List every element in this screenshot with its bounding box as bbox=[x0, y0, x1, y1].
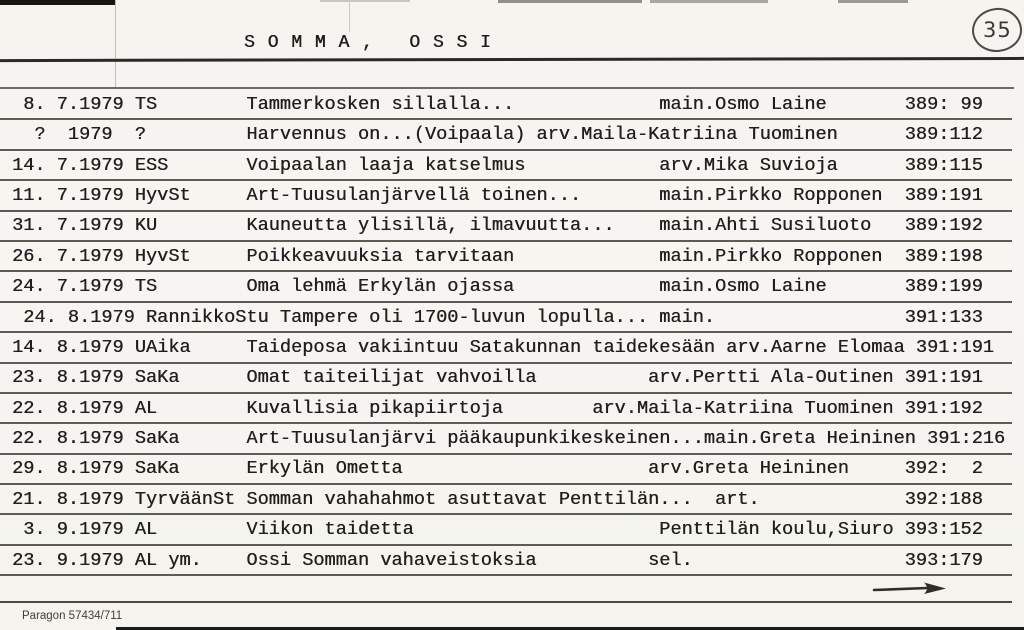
page-title: S O M M A , O S S I bbox=[244, 33, 492, 53]
entry-line: 14. 7.1979 ESS Voipaalan laaja katselmus arv.Mika Suvioja 389:115 bbox=[12, 154, 983, 176]
entry-line: ? 1979 ? Harvennus on...(Voipaala) arv.Maila-Katriina Tuominen 389:112 bbox=[12, 124, 983, 146]
entry-line: 14. 8.1979 UAika Taideposa vakiintuu Satakunnan taidekesään arv.Aarne Elomaa 391:191 bbox=[12, 336, 994, 358]
continuation-row bbox=[0, 576, 1012, 603]
entries-table bbox=[0, 90, 1012, 603]
card-crease-line bbox=[115, 0, 116, 88]
entry-row bbox=[0, 303, 1012, 333]
page-number: 35 bbox=[982, 18, 1012, 43]
entry-row bbox=[0, 181, 1012, 211]
entry-row bbox=[0, 455, 1012, 485]
scan-edge-artifact bbox=[0, 0, 116, 5]
entry-line: 22. 8.1979 SaKa Art-Tuusulanjärvi pääkaupunkikeskeinen...main.Greta Heininen 391:216 bbox=[12, 428, 1006, 450]
scan-edge-artifact bbox=[498, 0, 642, 3]
entry-line: 29. 8.1979 SaKa Erkylän Ometta arv.Greta Heininen 392: 2 bbox=[12, 458, 983, 480]
entry-row bbox=[0, 485, 1012, 515]
entry-line: 11. 7.1979 HyvSt Art-Tuusulanjärvellä toinen... main.Pirkko Ropponen 389:191 bbox=[12, 184, 983, 206]
entry-line: 26. 7.1979 HyvSt Poikkeavuuksia tarvitaan main.Pirkko Ropponen 389:198 bbox=[12, 245, 983, 267]
entry-line: 23. 8.1979 SaKa Omat taiteilijat vahvoilla arv.Pertti Ala-Outinen 391:191 bbox=[12, 367, 983, 389]
entry-row bbox=[0, 333, 1012, 363]
entry-row bbox=[0, 424, 1012, 454]
entry-row bbox=[0, 515, 1012, 545]
scan-edge-artifact bbox=[320, 0, 410, 2]
print-code: Paragon 57434/711 bbox=[22, 610, 123, 622]
entry-row bbox=[0, 364, 1012, 394]
entry-line: 22. 8.1979 AL Kuvallisia pikapiirtoja arv.Maila-Katriina Tuominen 391:192 bbox=[12, 397, 983, 419]
entry-line: 24. 7.1979 TS Oma lehmä Erkylän ojassa main.Osmo Laine 389:199 bbox=[12, 276, 983, 298]
entry-row bbox=[0, 151, 1012, 181]
scan-edge-artifact bbox=[650, 0, 768, 3]
card-crease-line bbox=[349, 0, 350, 32]
entry-row bbox=[0, 272, 1012, 302]
entry-row bbox=[0, 546, 1012, 576]
page-number-badge bbox=[970, 6, 1024, 54]
continuation-arrow-icon bbox=[872, 580, 952, 597]
entry-row bbox=[0, 394, 1012, 424]
entry-row bbox=[0, 242, 1012, 272]
entry-row bbox=[0, 212, 1012, 242]
entry-line: 8. 7.1979 TS Tammerkosken sillalla... main.Osmo Laine 389: 99 bbox=[12, 93, 983, 115]
entry-line: 24. 8.1979 RannikkoStu Tampere oli 1700-luvun lopulla... main. 391:133 bbox=[12, 306, 983, 328]
entry-line: 3. 9.1979 AL Viikon taidetta Penttilän koulu,Siuro 393:152 bbox=[12, 519, 983, 541]
entry-row bbox=[0, 90, 1012, 120]
entry-line: 31. 7.1979 KU Kauneutta ylisillä, ilmavuutta... main.Ahti Susiluoto 389:192 bbox=[12, 215, 983, 237]
entry-row bbox=[0, 120, 1012, 150]
entry-line: 23. 9.1979 AL ym. Ossi Somman vahaveistoksia sel. 393:179 bbox=[12, 549, 983, 571]
header-rule-thin bbox=[0, 87, 1014, 89]
scan-edge-artifact bbox=[838, 0, 908, 3]
header-rule-thick bbox=[0, 57, 1024, 62]
entry-line: 21. 8.1979 TyrväänSt Somman vahahahmot asuttavat Penttilän... art. 392:188 bbox=[12, 488, 983, 510]
